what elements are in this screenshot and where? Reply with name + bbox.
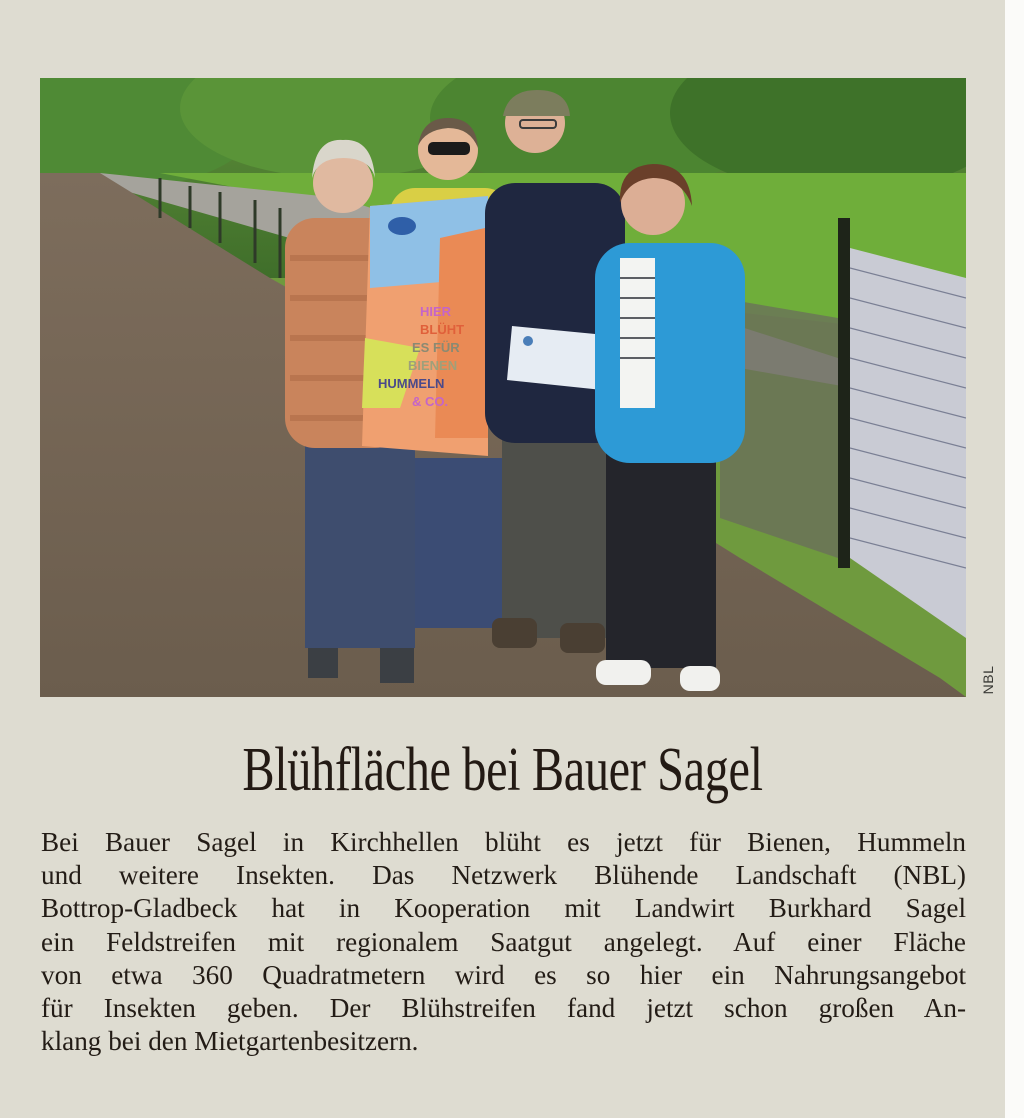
- article-photo: [40, 78, 966, 697]
- svg-text:ES FÜR: ES FÜR: [412, 340, 460, 355]
- body-line: Bei Bauer Sagel in Kirchhellen blüht es jetzt für Bienen, Hummeln: [41, 827, 966, 857]
- article-body: [41, 826, 966, 1058]
- svg-text:HUMMELN: HUMMELN: [378, 376, 445, 391]
- body-line: für Insekten geben. Der Blühstreifen fand jetzt schon großen An-: [41, 993, 966, 1024]
- svg-text:& CO.: & CO.: [412, 394, 449, 409]
- body-line: Bottrop-Gladbeck hat in Kooperation mit Landwirt Burkhard Sagel: [41, 893, 966, 924]
- poster: [362, 196, 488, 456]
- article-headline: Blühfläche bei Bauer Sagel: [242, 736, 763, 804]
- svg-text:BLÜHT: BLÜHT: [420, 322, 465, 337]
- photo-credit: NBL: [980, 665, 996, 695]
- body-line: von etwa 360 Quadratmetern wird es so hier ein Nahrungsangebot: [41, 959, 966, 990]
- body-line: und weitere Insekten. Das Netzwerk Blühende Landschaft (NBL): [41, 860, 966, 891]
- body-line: klang bei den Mietgartenbesitzern.: [41, 1026, 419, 1057]
- svg-text:HIER: HIER: [420, 304, 452, 319]
- svg-text:BIENEN: BIENEN: [408, 358, 458, 373]
- photo-illustration: [40, 78, 966, 697]
- page-edge: [1005, 0, 1024, 1118]
- body-line: ein Feldstreifen mit regionalem Saatgut angelegt. Auf einer Fläche: [41, 926, 966, 957]
